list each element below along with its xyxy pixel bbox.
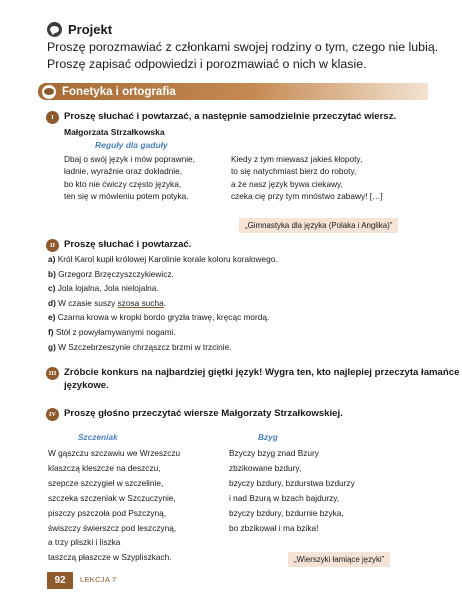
task-instruction bbox=[64, 366, 459, 392]
task-number-badge: III bbox=[46, 367, 59, 380]
list-item-text: Stół z powyłamywanymi nogami. bbox=[53, 326, 176, 337]
section-title: Fonetyka i ortografia bbox=[62, 85, 176, 98]
poem-line: to się natychmiast bierz do roboty, bbox=[231, 166, 357, 177]
list-item-text: Król Karol kupił królowej Karolinie korale koloru koralowego. bbox=[55, 254, 278, 264]
task-instruction-line: językowe. bbox=[64, 380, 109, 391]
task-2 bbox=[46, 238, 191, 252]
poem-title-bzyg: Bzyg bbox=[258, 432, 278, 442]
poem-line: klaszczą kleszcze na deszczu, bbox=[48, 462, 161, 473]
poem-line: Dbaj o swój język i mów poprawnie, bbox=[64, 154, 195, 164]
poem-line: ładnie, wyraźnie oraz dokładnie, bbox=[64, 166, 183, 177]
task-instruction: Proszę słuchać i powtarzać. bbox=[64, 239, 192, 250]
poem-line: świszczy świerszcz pod leszczyną, bbox=[48, 522, 177, 533]
list-item-text: W Szczebrzeszynie chrząszcz brzmi w trzcinie. bbox=[55, 341, 232, 352]
poem-line: i nad Bzurą w bzach bajdurzy, bbox=[229, 492, 340, 503]
page-number: 92 bbox=[47, 572, 73, 589]
poem-line: zbzikowane bzdury, bbox=[229, 462, 302, 473]
task-3 bbox=[46, 366, 459, 392]
task-instruction-line: Zróbcie konkurs na najbardziej giętki język! Wygra ten, kto najlepiej przeczyta łamańce bbox=[64, 367, 460, 378]
projekt-title: Projekt bbox=[68, 22, 113, 37]
list-item-text: W czasie suszy bbox=[55, 297, 118, 308]
poem-author: Małgorzata Strzałkowska bbox=[64, 127, 165, 137]
list-item-letter: g) bbox=[48, 341, 56, 352]
poem-bzyg-lines bbox=[229, 446, 355, 535]
poem-title-szczeniak: Szczeniak bbox=[78, 432, 118, 442]
list-item-text: Czarna krowa w kropki bordo gryzła trawę, kręcąc mordą. bbox=[55, 312, 270, 323]
list-item bbox=[48, 325, 278, 340]
task-number-badge: I bbox=[46, 111, 59, 124]
poem-line: a że nasz język bywa ciekawy, bbox=[231, 178, 343, 189]
poem-left-column bbox=[64, 153, 195, 202]
poem-line: czeka cię przy tym mnóstwo zabawy! […] bbox=[231, 190, 383, 201]
poem-line: W gąszczu szczawiu we Wrzeszczu bbox=[48, 448, 181, 458]
speech-bubble-icon bbox=[47, 22, 62, 37]
list-item bbox=[48, 252, 278, 267]
list-item-letter: c) bbox=[48, 283, 56, 294]
section-header-bar bbox=[38, 83, 428, 100]
poem-line: bzyczy bzdury, bzdurnie bzyka, bbox=[229, 507, 344, 518]
task-4 bbox=[46, 407, 343, 421]
projekt-line: Proszę zapisać odpowiedzi i porozmawiać o nich w klasie. bbox=[47, 57, 367, 71]
task-number-badge: IV bbox=[46, 408, 59, 421]
source-quote-box: „Wierszyki łamiące języki” bbox=[288, 552, 390, 567]
task-number-badge: II bbox=[46, 239, 59, 252]
list-item-letter: b) bbox=[48, 268, 56, 279]
list-item bbox=[48, 267, 278, 282]
list-item bbox=[48, 310, 278, 325]
list-item-text: Jola lojalna, Jola nielojalna. bbox=[55, 283, 159, 294]
list-item-text: Grzegorz Brzęczyszczykiewicz. bbox=[55, 268, 174, 279]
projekt-text bbox=[47, 39, 447, 73]
speech-icon bbox=[42, 85, 56, 99]
list-item bbox=[48, 296, 278, 311]
poem-line: szczeka szczeniak w Szczuczynie, bbox=[48, 492, 176, 503]
projekt-line: Proszę porozmawiać z członkami swojej rodziny o tym, czego nie lubią. bbox=[47, 40, 439, 54]
poem-line: bo kto nie ćwiczy często języka, bbox=[64, 178, 182, 189]
poem-line: taszczą płaszcze w Szypliszkach. bbox=[48, 552, 172, 563]
poem-line: Kiedy z tym miewasz jakieś kłopoty, bbox=[231, 154, 363, 164]
poem-title: Reguły dla gaduły bbox=[95, 140, 168, 150]
poem-line: bzyczy bzdury, bzdurstwa bzdurzy bbox=[229, 477, 355, 488]
poem-line: a trzy pliszki i liszka bbox=[48, 537, 121, 548]
poem-line: ten się w mówieniu potem potyka. bbox=[64, 190, 189, 201]
projekt-header bbox=[47, 22, 112, 37]
poem-line: bo zbzikował i ma bzika! bbox=[229, 522, 319, 533]
source-quote-box: „Gimnastyka dla języka (Polaka i Anglika)” bbox=[239, 218, 398, 233]
task-instruction: Proszę słuchać i powtarzać, a następnie samodzielnie przeczytać wiersz. bbox=[64, 111, 397, 122]
list-item bbox=[48, 281, 278, 296]
list-item-letter: d) bbox=[48, 297, 56, 308]
task-1 bbox=[46, 110, 396, 124]
poem-right-column bbox=[231, 153, 383, 202]
list-item bbox=[48, 340, 278, 355]
list-item-letter: e) bbox=[48, 312, 56, 323]
lesson-label: LEKCJA 7 bbox=[80, 575, 117, 584]
list-item-letter: f) bbox=[48, 326, 54, 337]
list-item-text: . bbox=[163, 297, 167, 308]
tongue-twister-list bbox=[48, 252, 278, 354]
poem-line: Bzyczy bzyg znad Bzury bbox=[229, 448, 319, 458]
underlined-text: szosa sucha bbox=[117, 297, 164, 308]
task-instruction: Proszę głośno przeczytać wiersze Małgorzaty Strzałkowskiej. bbox=[64, 408, 343, 419]
list-item-letter: a) bbox=[48, 254, 56, 264]
poem-szczeniak-lines bbox=[48, 446, 180, 565]
poem-line: szepcze szczygieł w szczelinie, bbox=[48, 477, 164, 488]
poem-line: piszczy pszczoła pod Pszczyną, bbox=[48, 507, 167, 518]
